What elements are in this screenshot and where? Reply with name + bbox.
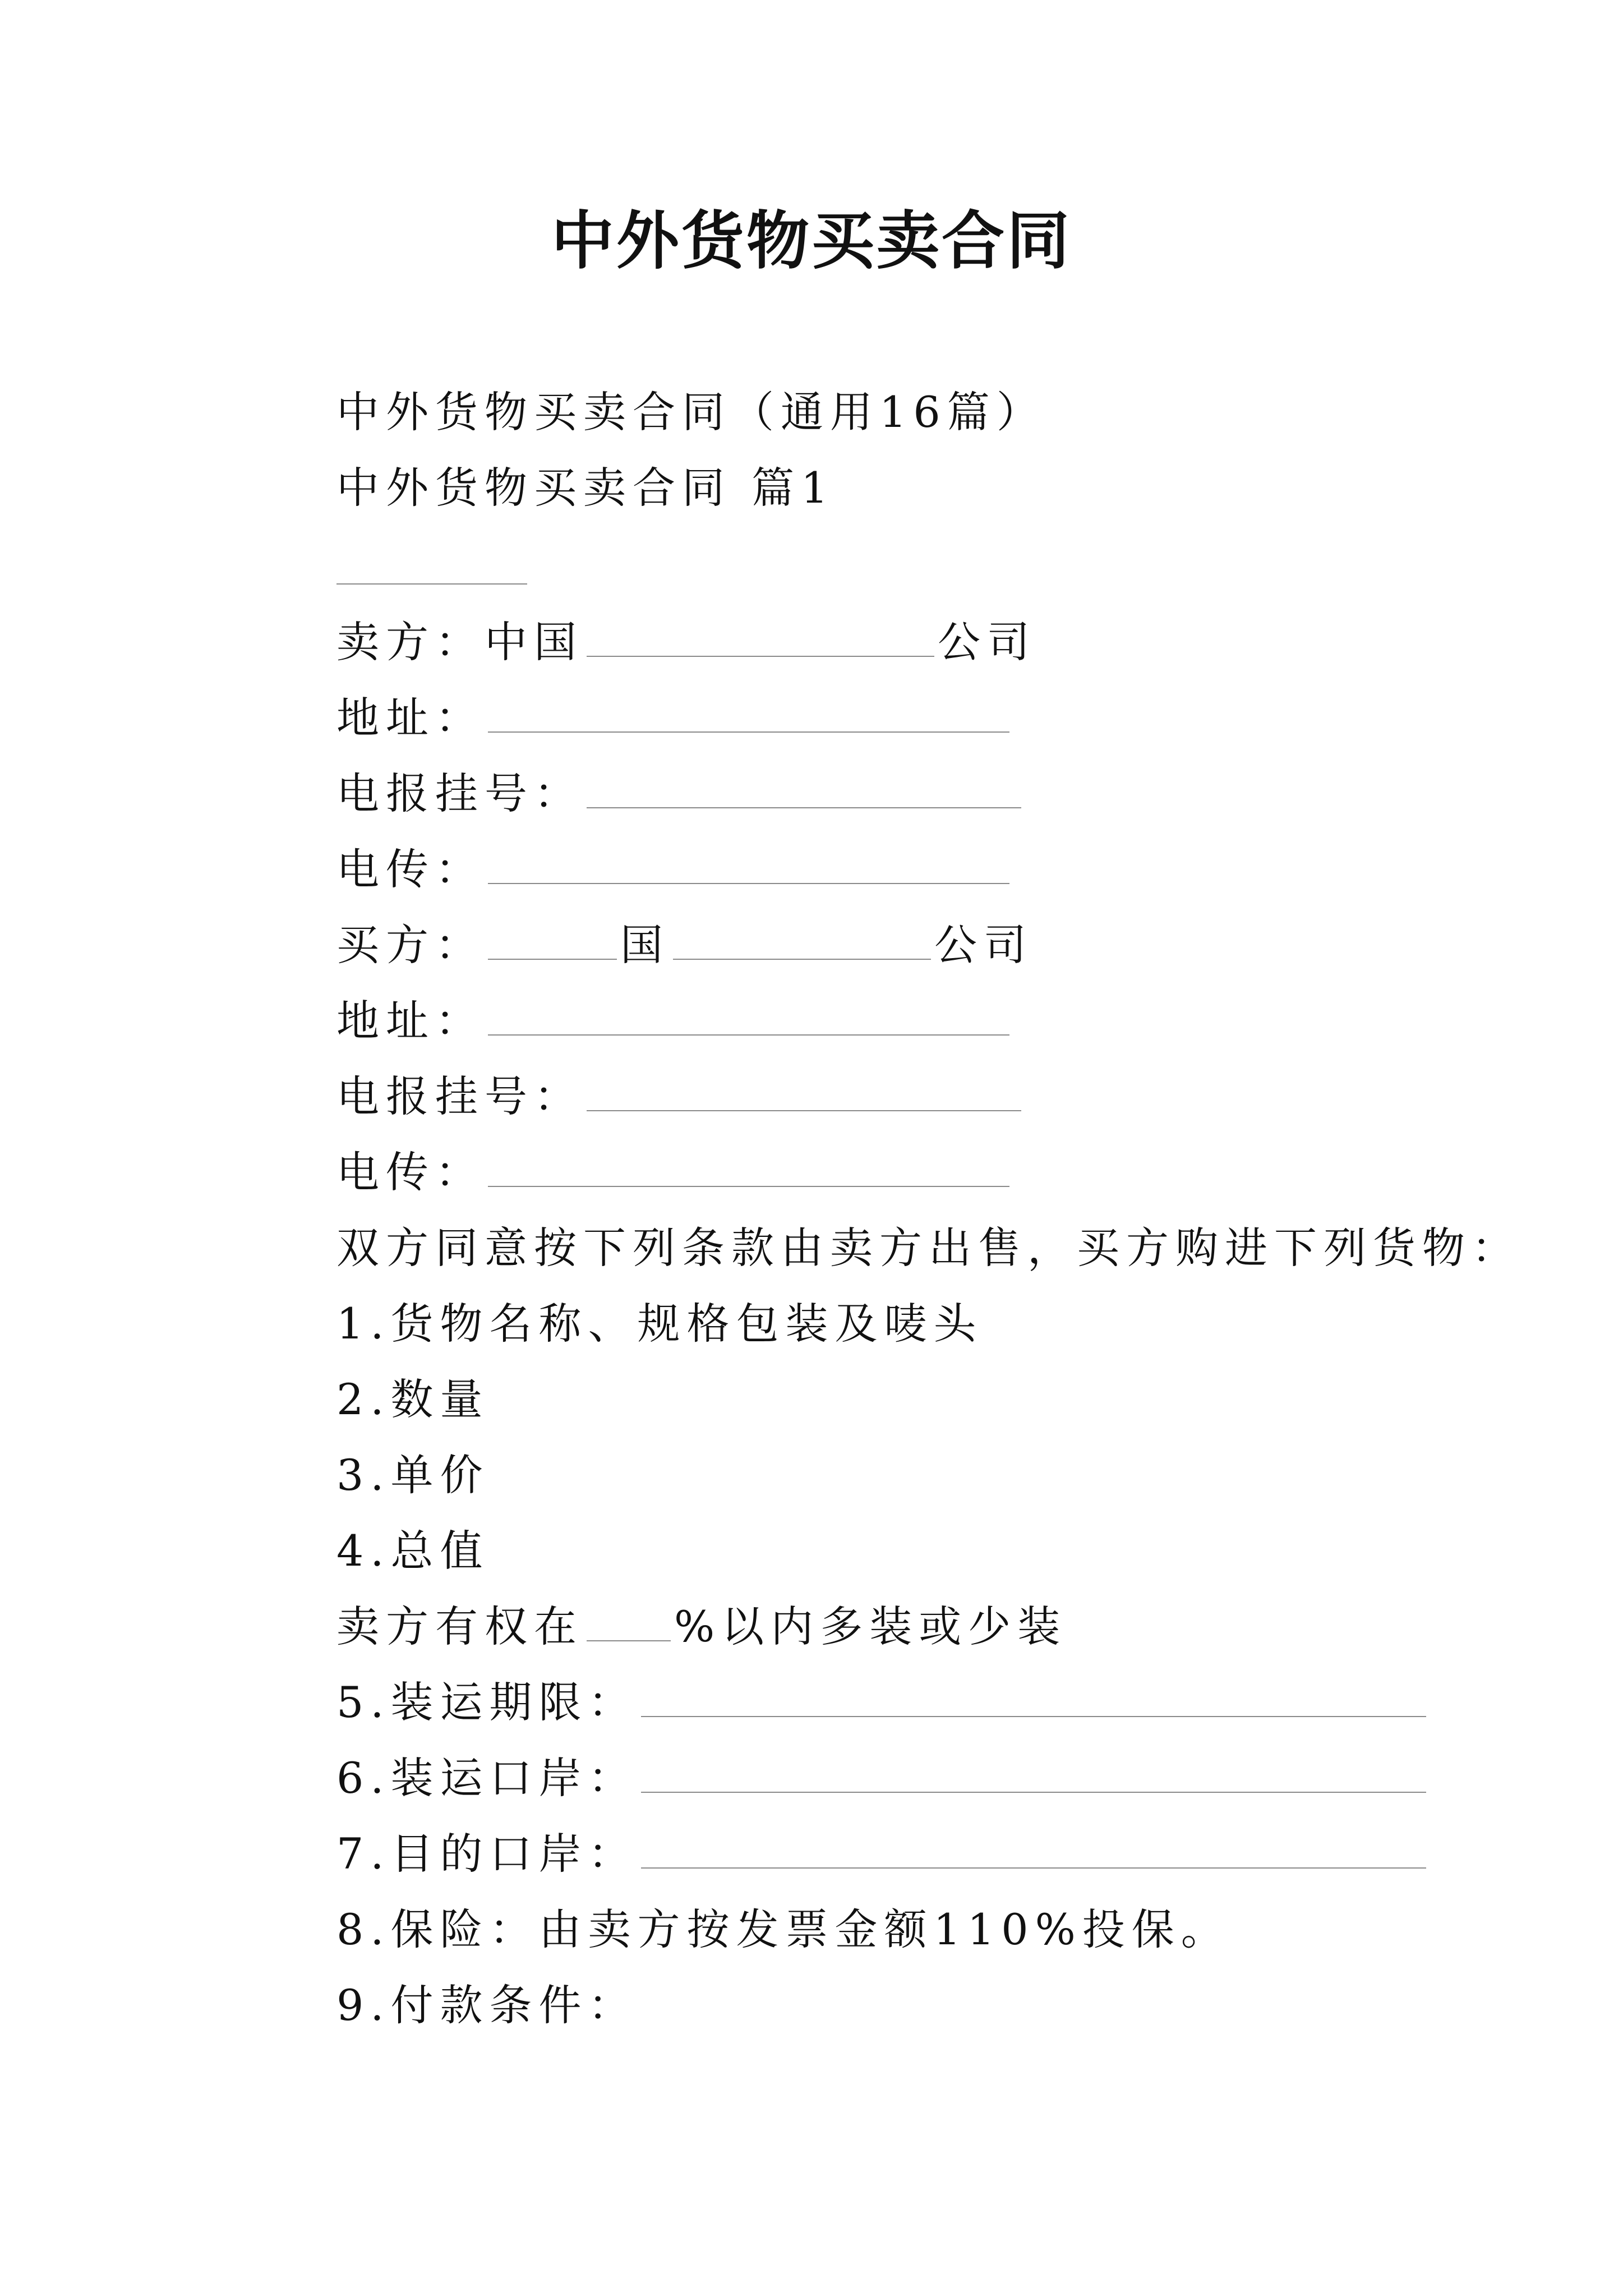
tolerance-prefix: 卖方有权在 <box>336 1602 583 1651</box>
seller-address-line <box>336 687 1013 749</box>
buyer-telex-label: 电传： <box>336 1147 485 1197</box>
subtitle: 中外货物买卖合同（通用16篇） <box>336 387 1046 437</box>
seller-name-blank[interactable] <box>587 616 934 657</box>
destination-port-blank[interactable] <box>641 1828 1426 1869</box>
seller-cable-blank[interactable] <box>587 768 1021 808</box>
buyer-country-suffix: 国 <box>620 920 670 970</box>
seller-label: 卖方：中国 <box>336 617 583 667</box>
clause-7-line <box>336 1823 1430 1885</box>
tolerance-line <box>336 1596 1067 1658</box>
buyer-suffix: 公司 <box>934 920 1033 970</box>
seller-address-label: 地址： <box>336 693 485 743</box>
clause-1: 1.货物名称、规格包装及唛头 <box>336 1299 983 1349</box>
buyer-cable-line <box>336 1066 1025 1128</box>
tolerance-suffix: %以内多装或少装 <box>674 1602 1067 1651</box>
clause-3: 3.单价 <box>336 1450 490 1500</box>
agreement-intro: 双方同意按下列条款由卖方出售，买方购进下列货物： <box>336 1223 1521 1273</box>
buyer-telex-blank[interactable] <box>488 1147 1009 1187</box>
buyer-cable-blank[interactable] <box>587 1071 1021 1111</box>
header-underline <box>336 583 527 585</box>
buyer-address-line <box>336 990 1013 1052</box>
buyer-address-blank[interactable] <box>488 995 1009 1036</box>
buyer-cable-label: 电报挂号： <box>336 1071 583 1121</box>
seller-line <box>336 611 1036 673</box>
clause-5-label: 5.装运期限： <box>336 1677 638 1727</box>
seller-telex-label: 电传： <box>336 844 485 894</box>
clause-4: 4.总值 <box>336 1526 490 1576</box>
seller-telex-line <box>336 839 1013 900</box>
shipment-period-blank[interactable] <box>641 1677 1426 1717</box>
loading-port-blank[interactable] <box>641 1752 1426 1793</box>
clause-6-line <box>336 1747 1430 1809</box>
clause-5-line <box>336 1672 1430 1733</box>
buyer-address-label: 地址： <box>336 996 485 1046</box>
tolerance-blank[interactable] <box>587 1601 671 1641</box>
clause-2: 2.数量 <box>336 1374 490 1424</box>
seller-suffix: 公司 <box>938 617 1036 667</box>
section-heading: 中外货物买卖合同 篇1 <box>336 463 835 513</box>
buyer-country-blank[interactable] <box>488 919 617 960</box>
buyer-label: 买方： <box>336 920 485 970</box>
clause-6-label: 6.装运口岸： <box>336 1753 638 1803</box>
buyer-telex-line <box>336 1142 1013 1203</box>
seller-cable-label: 电报挂号： <box>336 769 583 818</box>
seller-cable-line <box>336 763 1025 825</box>
buyer-name-blank[interactable] <box>673 919 931 960</box>
clause-7-label: 7.目的口岸： <box>336 1829 638 1879</box>
document-title: 中外货物买卖合同 <box>551 204 1072 278</box>
seller-address-blank[interactable] <box>488 692 1009 733</box>
clause-8: 8.保险：由卖方按发票金额110%投保。 <box>336 1904 1230 1954</box>
seller-telex-blank[interactable] <box>488 844 1009 884</box>
buyer-line <box>336 914 1033 976</box>
clause-9: 9.付款条件： <box>336 1980 638 2030</box>
